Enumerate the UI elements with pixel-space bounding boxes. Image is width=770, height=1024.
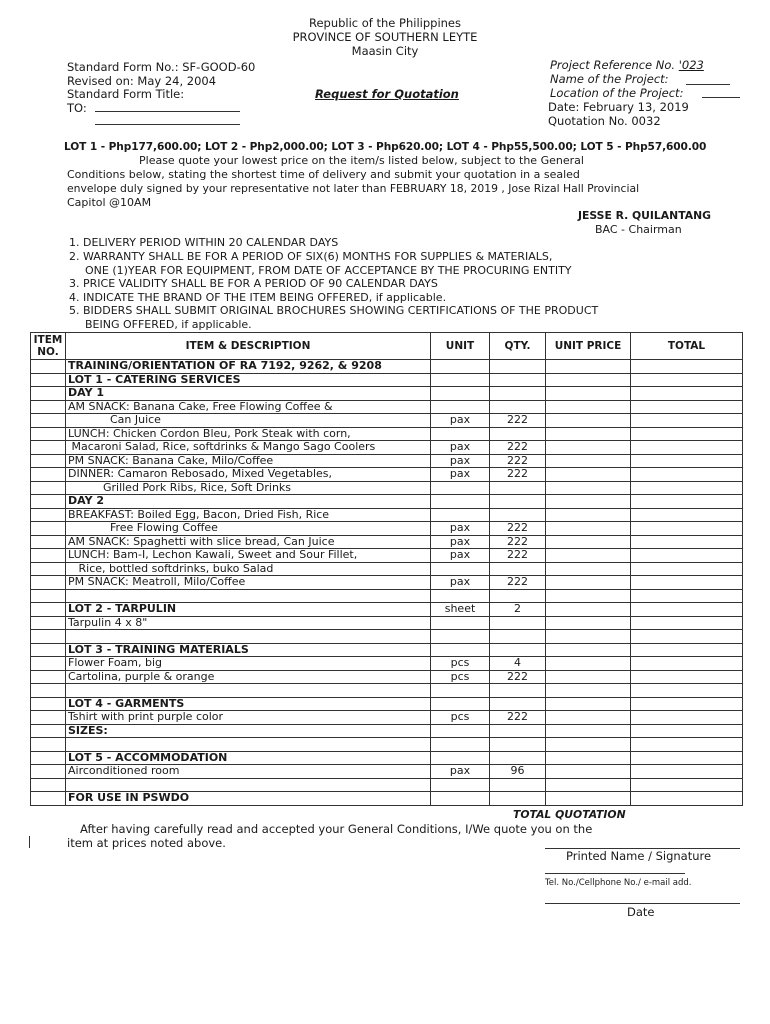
cell-description: TRAINING/ORIENTATION OF RA 7192, 9262, & 9208 xyxy=(66,360,431,374)
total-quotation-label: TOTAL QUOTATION xyxy=(513,808,626,821)
cell-description: PM SNACK: Meatroll, Milo/Coffee xyxy=(66,576,431,590)
cell-description: LUNCH: Bam-I, Lechon Kawali, Sweet and Sour Fillet, xyxy=(66,549,431,563)
cell-qty: 222 xyxy=(490,522,546,536)
cell-item-no xyxy=(31,711,66,725)
cell-item-no xyxy=(31,535,66,549)
cell-item-no xyxy=(31,724,66,738)
cell-unit-price xyxy=(546,738,631,752)
cell-unit-price xyxy=(546,360,631,374)
cell-unit-price xyxy=(546,751,631,765)
cell-unit xyxy=(431,792,490,806)
cell-total xyxy=(631,684,743,698)
cell-item-no xyxy=(31,697,66,711)
intro-line-3: envelope duly signed by your representative not later than FEBRUARY 18, 2019 , Jose Rizal Hall Provincial xyxy=(67,182,640,195)
header-unit: UNIT xyxy=(431,333,490,360)
cell-item-no xyxy=(31,670,66,684)
cell-item-no xyxy=(31,643,66,657)
cell-description: DINNER: Camaron Rebosado, Mixed Vegetables, xyxy=(66,468,431,482)
cell-unit: sheet xyxy=(431,603,490,617)
cell-unit xyxy=(431,400,490,414)
cell-unit-price xyxy=(546,562,631,576)
table-row xyxy=(31,373,743,387)
cell-description: LOT 2 - TARPULIN xyxy=(66,603,431,617)
cell-unit-price xyxy=(546,616,631,630)
cell-description: Macaroni Salad, Rice, softdrinks & Mango Sago Coolers xyxy=(66,441,431,455)
cell-qty xyxy=(490,495,546,509)
cell-description xyxy=(66,738,431,752)
form-title-label: Standard Form Title: xyxy=(67,87,185,101)
cell-total xyxy=(631,697,743,711)
cell-unit xyxy=(431,738,490,752)
cell-item-no xyxy=(31,387,66,401)
cell-description: Free Flowing Coffee xyxy=(66,522,431,536)
cell-unit xyxy=(431,684,490,698)
cell-item-no xyxy=(31,373,66,387)
contact-label: Tel. No./Cellphone No./ e-mail add. xyxy=(545,878,692,888)
cell-qty xyxy=(490,360,546,374)
cell-qty xyxy=(490,400,546,414)
items-table xyxy=(30,332,743,806)
cell-unit-price xyxy=(546,724,631,738)
cell-total xyxy=(631,468,743,482)
cell-unit xyxy=(431,387,490,401)
header-total: TOTAL xyxy=(631,333,743,360)
table-row xyxy=(31,670,743,684)
table-row xyxy=(31,589,743,603)
intro-line-2: Conditions below, stating the shortest time of delivery and submit your quotation in a sealed xyxy=(67,168,580,181)
cell-item-no xyxy=(31,778,66,792)
cell-unit-price xyxy=(546,765,631,779)
cell-description: LUNCH: Chicken Cordon Bleu, Pork Steak with corn, xyxy=(66,427,431,441)
cell-item-no xyxy=(31,630,66,644)
header-province: PROVINCE OF SOUTHERN LEYTE xyxy=(292,30,478,44)
cell-item-no xyxy=(31,751,66,765)
cell-qty xyxy=(490,387,546,401)
cell-item-no xyxy=(31,603,66,617)
document-title: Request for Quotation xyxy=(315,87,459,101)
cell-total xyxy=(631,643,743,657)
table-row xyxy=(31,562,743,576)
closing-line-2: item at prices noted above. xyxy=(67,836,226,850)
condition-2b: ONE (1)YEAR FOR EQUIPMENT, FROM DATE OF ACCEPTANCE BY THE PROCURING ENTITY xyxy=(85,264,572,277)
table-row xyxy=(31,616,743,630)
cell-unit xyxy=(431,724,490,738)
cell-unit-price xyxy=(546,670,631,684)
cell-qty xyxy=(490,481,546,495)
cell-total xyxy=(631,549,743,563)
cell-unit: pax xyxy=(431,765,490,779)
table-row xyxy=(31,481,743,495)
cell-unit: pax xyxy=(431,535,490,549)
cell-description: Can Juice xyxy=(66,414,431,428)
table-row xyxy=(31,724,743,738)
condition-4: 4. INDICATE THE BRAND OF THE ITEM BEING OFFERED, if applicable. xyxy=(69,291,447,304)
cell-total xyxy=(631,670,743,684)
cell-total xyxy=(631,454,743,468)
cell-description: LOT 3 - TRAINING MATERIALS xyxy=(66,643,431,657)
cell-qty xyxy=(490,427,546,441)
table-row xyxy=(31,697,743,711)
cell-unit-price xyxy=(546,657,631,671)
cell-qty xyxy=(490,684,546,698)
table-row xyxy=(31,643,743,657)
project-name-line xyxy=(686,84,730,85)
signatory-name: JESSE R. QUILANTANG xyxy=(578,209,711,222)
cell-qty xyxy=(490,562,546,576)
cell-item-no xyxy=(31,427,66,441)
cell-unit: pcs xyxy=(431,657,490,671)
cell-unit: pax xyxy=(431,576,490,590)
cell-total xyxy=(631,576,743,590)
table-row xyxy=(31,630,743,644)
cell-unit-price xyxy=(546,589,631,603)
condition-1: 1. DELIVERY PERIOD WITHIN 20 CALENDAR DAYS xyxy=(69,236,339,249)
cell-description: DAY 1 xyxy=(66,387,431,401)
cell-total xyxy=(631,630,743,644)
cell-item-no xyxy=(31,400,66,414)
table-row xyxy=(31,603,743,617)
cell-description: LOT 4 - GARMENTS xyxy=(66,697,431,711)
cell-description: PM SNACK: Banana Cake, Milo/Coffee xyxy=(66,454,431,468)
table-row xyxy=(31,576,743,590)
cell-total xyxy=(631,508,743,522)
table-row xyxy=(31,751,743,765)
cell-unit xyxy=(431,616,490,630)
cell-unit-price xyxy=(546,441,631,455)
cell-unit xyxy=(431,427,490,441)
cell-total xyxy=(631,522,743,536)
cell-unit: pax xyxy=(431,454,490,468)
to-line-1 xyxy=(95,111,240,112)
cell-unit: pcs xyxy=(431,711,490,725)
header-description: ITEM & DESCRIPTION xyxy=(66,333,431,360)
cell-qty: 222 xyxy=(490,670,546,684)
cell-unit xyxy=(431,360,490,374)
project-reference-value: '023 xyxy=(678,58,704,72)
date-line xyxy=(545,903,740,904)
cell-qty xyxy=(490,589,546,603)
cell-unit-price xyxy=(546,630,631,644)
cell-unit xyxy=(431,589,490,603)
cell-item-no xyxy=(31,657,66,671)
lots-summary: LOT 1 - Php177,600.00; LOT 2 - Php2,000.00; LOT 3 - Php620.00; LOT 4 - Php55,500.00; LOT 5 - Php57,600.00 xyxy=(64,141,707,153)
cell-description xyxy=(66,684,431,698)
table-row xyxy=(31,711,743,725)
date-label: Date xyxy=(627,905,655,919)
cell-total xyxy=(631,400,743,414)
cell-description xyxy=(66,589,431,603)
cell-unit-price xyxy=(546,603,631,617)
cell-unit xyxy=(431,778,490,792)
cell-unit-price xyxy=(546,468,631,482)
project-reference-label: Project Reference No. xyxy=(550,58,676,72)
closing-line-1: After having carefully read and accepted your General Conditions, I/We quote you on the xyxy=(80,822,593,836)
cell-unit xyxy=(431,508,490,522)
project-name-label: Name of the Project: xyxy=(550,72,669,86)
cell-unit: pax xyxy=(431,414,490,428)
cell-unit: pax xyxy=(431,522,490,536)
project-location-line xyxy=(702,97,740,98)
cell-total xyxy=(631,738,743,752)
cell-description: DAY 2 xyxy=(66,495,431,509)
cell-total xyxy=(631,616,743,630)
cell-item-no xyxy=(31,454,66,468)
quotation-number: Quotation No. 0032 xyxy=(548,114,661,128)
table-header-row xyxy=(31,333,743,360)
cell-description: BREAKFAST: Boiled Egg, Bacon, Dried Fish, Rice xyxy=(66,508,431,522)
condition-5a: 5. BIDDERS SHALL SUBMIT ORIGINAL BROCHURES SHOWING CERTIFICATIONS OF THE PRODUCT xyxy=(69,304,599,317)
cell-qty xyxy=(490,643,546,657)
cell-total xyxy=(631,387,743,401)
cell-qty xyxy=(490,738,546,752)
cell-description: Grilled Pork Ribs, Rice, Soft Drinks xyxy=(66,481,431,495)
table-row xyxy=(31,508,743,522)
cell-qty: 2 xyxy=(490,603,546,617)
table-row xyxy=(31,765,743,779)
cell-item-no xyxy=(31,468,66,482)
cell-item-no xyxy=(31,549,66,563)
cell-item-no xyxy=(31,616,66,630)
table-row xyxy=(31,427,743,441)
cell-total xyxy=(631,360,743,374)
cell-description: AM SNACK: Spaghetti with slice bread, Can Juice xyxy=(66,535,431,549)
table-row xyxy=(31,657,743,671)
form-number: Standard Form No.: SF-GOOD-60 xyxy=(67,60,256,74)
cell-item-no xyxy=(31,765,66,779)
cell-unit-price xyxy=(546,792,631,806)
cell-qty xyxy=(490,778,546,792)
cell-description xyxy=(66,778,431,792)
cell-total xyxy=(631,414,743,428)
quotation-date: Date: February 13, 2019 xyxy=(548,100,689,114)
to-line-2 xyxy=(95,124,240,125)
project-location-label: Location of the Project: xyxy=(550,86,684,100)
cell-total xyxy=(631,427,743,441)
header-republic: Republic of the Philippines xyxy=(308,16,462,30)
cell-qty: 222 xyxy=(490,454,546,468)
table-row xyxy=(31,454,743,468)
cell-description: Rice, bottled softdrinks, buko Salad xyxy=(66,562,431,576)
intro-line-1: Please quote your lowest price on the item/s listed below, subject to the General xyxy=(139,154,584,167)
cell-total xyxy=(631,495,743,509)
cell-total xyxy=(631,778,743,792)
cell-unit-price xyxy=(546,481,631,495)
cell-total xyxy=(631,792,743,806)
cell-unit xyxy=(431,697,490,711)
cell-qty: 222 xyxy=(490,535,546,549)
table-row xyxy=(31,738,743,752)
condition-3: 3. PRICE VALIDITY SHALL BE FOR A PERIOD OF 90 CALENDAR DAYS xyxy=(69,277,438,290)
cell-qty xyxy=(490,630,546,644)
table-row xyxy=(31,414,743,428)
signatory-position: BAC - Chairman xyxy=(595,223,682,236)
to-label: TO: xyxy=(67,101,87,115)
cell-unit-price xyxy=(546,387,631,401)
table-body xyxy=(31,360,743,806)
cell-item-no xyxy=(31,562,66,576)
text-cursor-mark xyxy=(29,836,30,848)
cell-item-no xyxy=(31,738,66,752)
cell-qty: 222 xyxy=(490,576,546,590)
cell-qty: 222 xyxy=(490,441,546,455)
cell-unit: pcs xyxy=(431,670,490,684)
cell-item-no xyxy=(31,441,66,455)
cell-unit-price xyxy=(546,711,631,725)
cell-description: AM SNACK: Banana Cake, Free Flowing Coffee & xyxy=(66,400,431,414)
cell-qty: 222 xyxy=(490,414,546,428)
cell-qty xyxy=(490,792,546,806)
cell-unit xyxy=(431,481,490,495)
cell-item-no xyxy=(31,684,66,698)
cell-total xyxy=(631,562,743,576)
cell-description: Cartolina, purple & orange xyxy=(66,670,431,684)
cell-unit-price xyxy=(546,400,631,414)
cell-item-no xyxy=(31,495,66,509)
cell-unit-price xyxy=(546,697,631,711)
cell-total xyxy=(631,481,743,495)
cell-total xyxy=(631,765,743,779)
header-unit-price: UNIT PRICE xyxy=(546,333,631,360)
table-row xyxy=(31,441,743,455)
cell-total xyxy=(631,724,743,738)
cell-item-no xyxy=(31,522,66,536)
cell-item-no xyxy=(31,508,66,522)
intro-line-4: Capitol @10AM xyxy=(67,196,152,209)
header-qty: QTY. xyxy=(490,333,546,360)
cell-unit-price xyxy=(546,778,631,792)
cell-description: LOT 5 - ACCOMMODATION xyxy=(66,751,431,765)
table-row xyxy=(31,549,743,563)
cell-total xyxy=(631,589,743,603)
cell-item-no xyxy=(31,792,66,806)
cell-qty xyxy=(490,508,546,522)
header-item-no: ITEM NO. xyxy=(31,333,66,360)
cell-description: FOR USE IN PSWDO xyxy=(66,792,431,806)
cell-description: LOT 1 - CATERING SERVICES xyxy=(66,373,431,387)
cell-description: Airconditioned room xyxy=(66,765,431,779)
cell-qty xyxy=(490,616,546,630)
cell-unit xyxy=(431,751,490,765)
cell-total xyxy=(631,373,743,387)
cell-unit xyxy=(431,562,490,576)
cell-item-no xyxy=(31,360,66,374)
cell-qty xyxy=(490,697,546,711)
cell-qty xyxy=(490,373,546,387)
table-row xyxy=(31,360,743,374)
cell-description xyxy=(66,630,431,644)
cell-description: Tshirt with print purple color xyxy=(66,711,431,725)
cell-unit-price xyxy=(546,373,631,387)
table-row xyxy=(31,778,743,792)
cell-description: SIZES: xyxy=(66,724,431,738)
table-row xyxy=(31,495,743,509)
cell-unit xyxy=(431,373,490,387)
cell-total xyxy=(631,657,743,671)
cell-item-no xyxy=(31,481,66,495)
cell-qty xyxy=(490,751,546,765)
table-row xyxy=(31,468,743,482)
cell-unit xyxy=(431,495,490,509)
table-row xyxy=(31,522,743,536)
cell-description: Flower Foam, big xyxy=(66,657,431,671)
cell-unit-price xyxy=(546,427,631,441)
cell-unit-price xyxy=(546,454,631,468)
revised-date: Revised on: May 24, 2004 xyxy=(67,74,217,88)
cell-qty: 4 xyxy=(490,657,546,671)
cell-unit-price xyxy=(546,549,631,563)
cell-total xyxy=(631,441,743,455)
cell-unit: pax xyxy=(431,468,490,482)
cell-unit-price xyxy=(546,684,631,698)
cell-unit-price xyxy=(546,643,631,657)
header-city: Maasin City xyxy=(351,44,419,58)
project-reference xyxy=(550,58,704,72)
cell-unit-price xyxy=(546,414,631,428)
cell-item-no xyxy=(31,414,66,428)
cell-unit-price xyxy=(546,508,631,522)
cell-unit-price xyxy=(546,576,631,590)
cell-total xyxy=(631,711,743,725)
table-row xyxy=(31,400,743,414)
table-row xyxy=(31,684,743,698)
cell-unit xyxy=(431,630,490,644)
cell-unit-price xyxy=(546,535,631,549)
cell-item-no xyxy=(31,589,66,603)
cell-qty: 222 xyxy=(490,549,546,563)
table-row xyxy=(31,387,743,401)
condition-2a: 2. WARRANTY SHALL BE FOR A PERIOD OF SIX(6) MONTHS FOR SUPPLIES & MATERIALS, xyxy=(69,250,553,263)
cell-unit: pax xyxy=(431,441,490,455)
cell-qty: 222 xyxy=(490,468,546,482)
cell-total xyxy=(631,603,743,617)
cell-total xyxy=(631,535,743,549)
cell-qty: 96 xyxy=(490,765,546,779)
table-row xyxy=(31,792,743,806)
cell-unit: pax xyxy=(431,549,490,563)
table-row xyxy=(31,535,743,549)
cell-item-no xyxy=(31,576,66,590)
contact-line xyxy=(545,873,685,874)
condition-5b: BEING OFFERED, if applicable. xyxy=(85,318,252,331)
printed-name-label: Printed Name / Signature xyxy=(566,849,712,863)
cell-description: Tarpulin 4 x 8" xyxy=(66,616,431,630)
cell-qty: 222 xyxy=(490,711,546,725)
cell-unit xyxy=(431,643,490,657)
cell-unit-price xyxy=(546,495,631,509)
cell-unit-price xyxy=(546,522,631,536)
cell-qty xyxy=(490,724,546,738)
cell-total xyxy=(631,751,743,765)
